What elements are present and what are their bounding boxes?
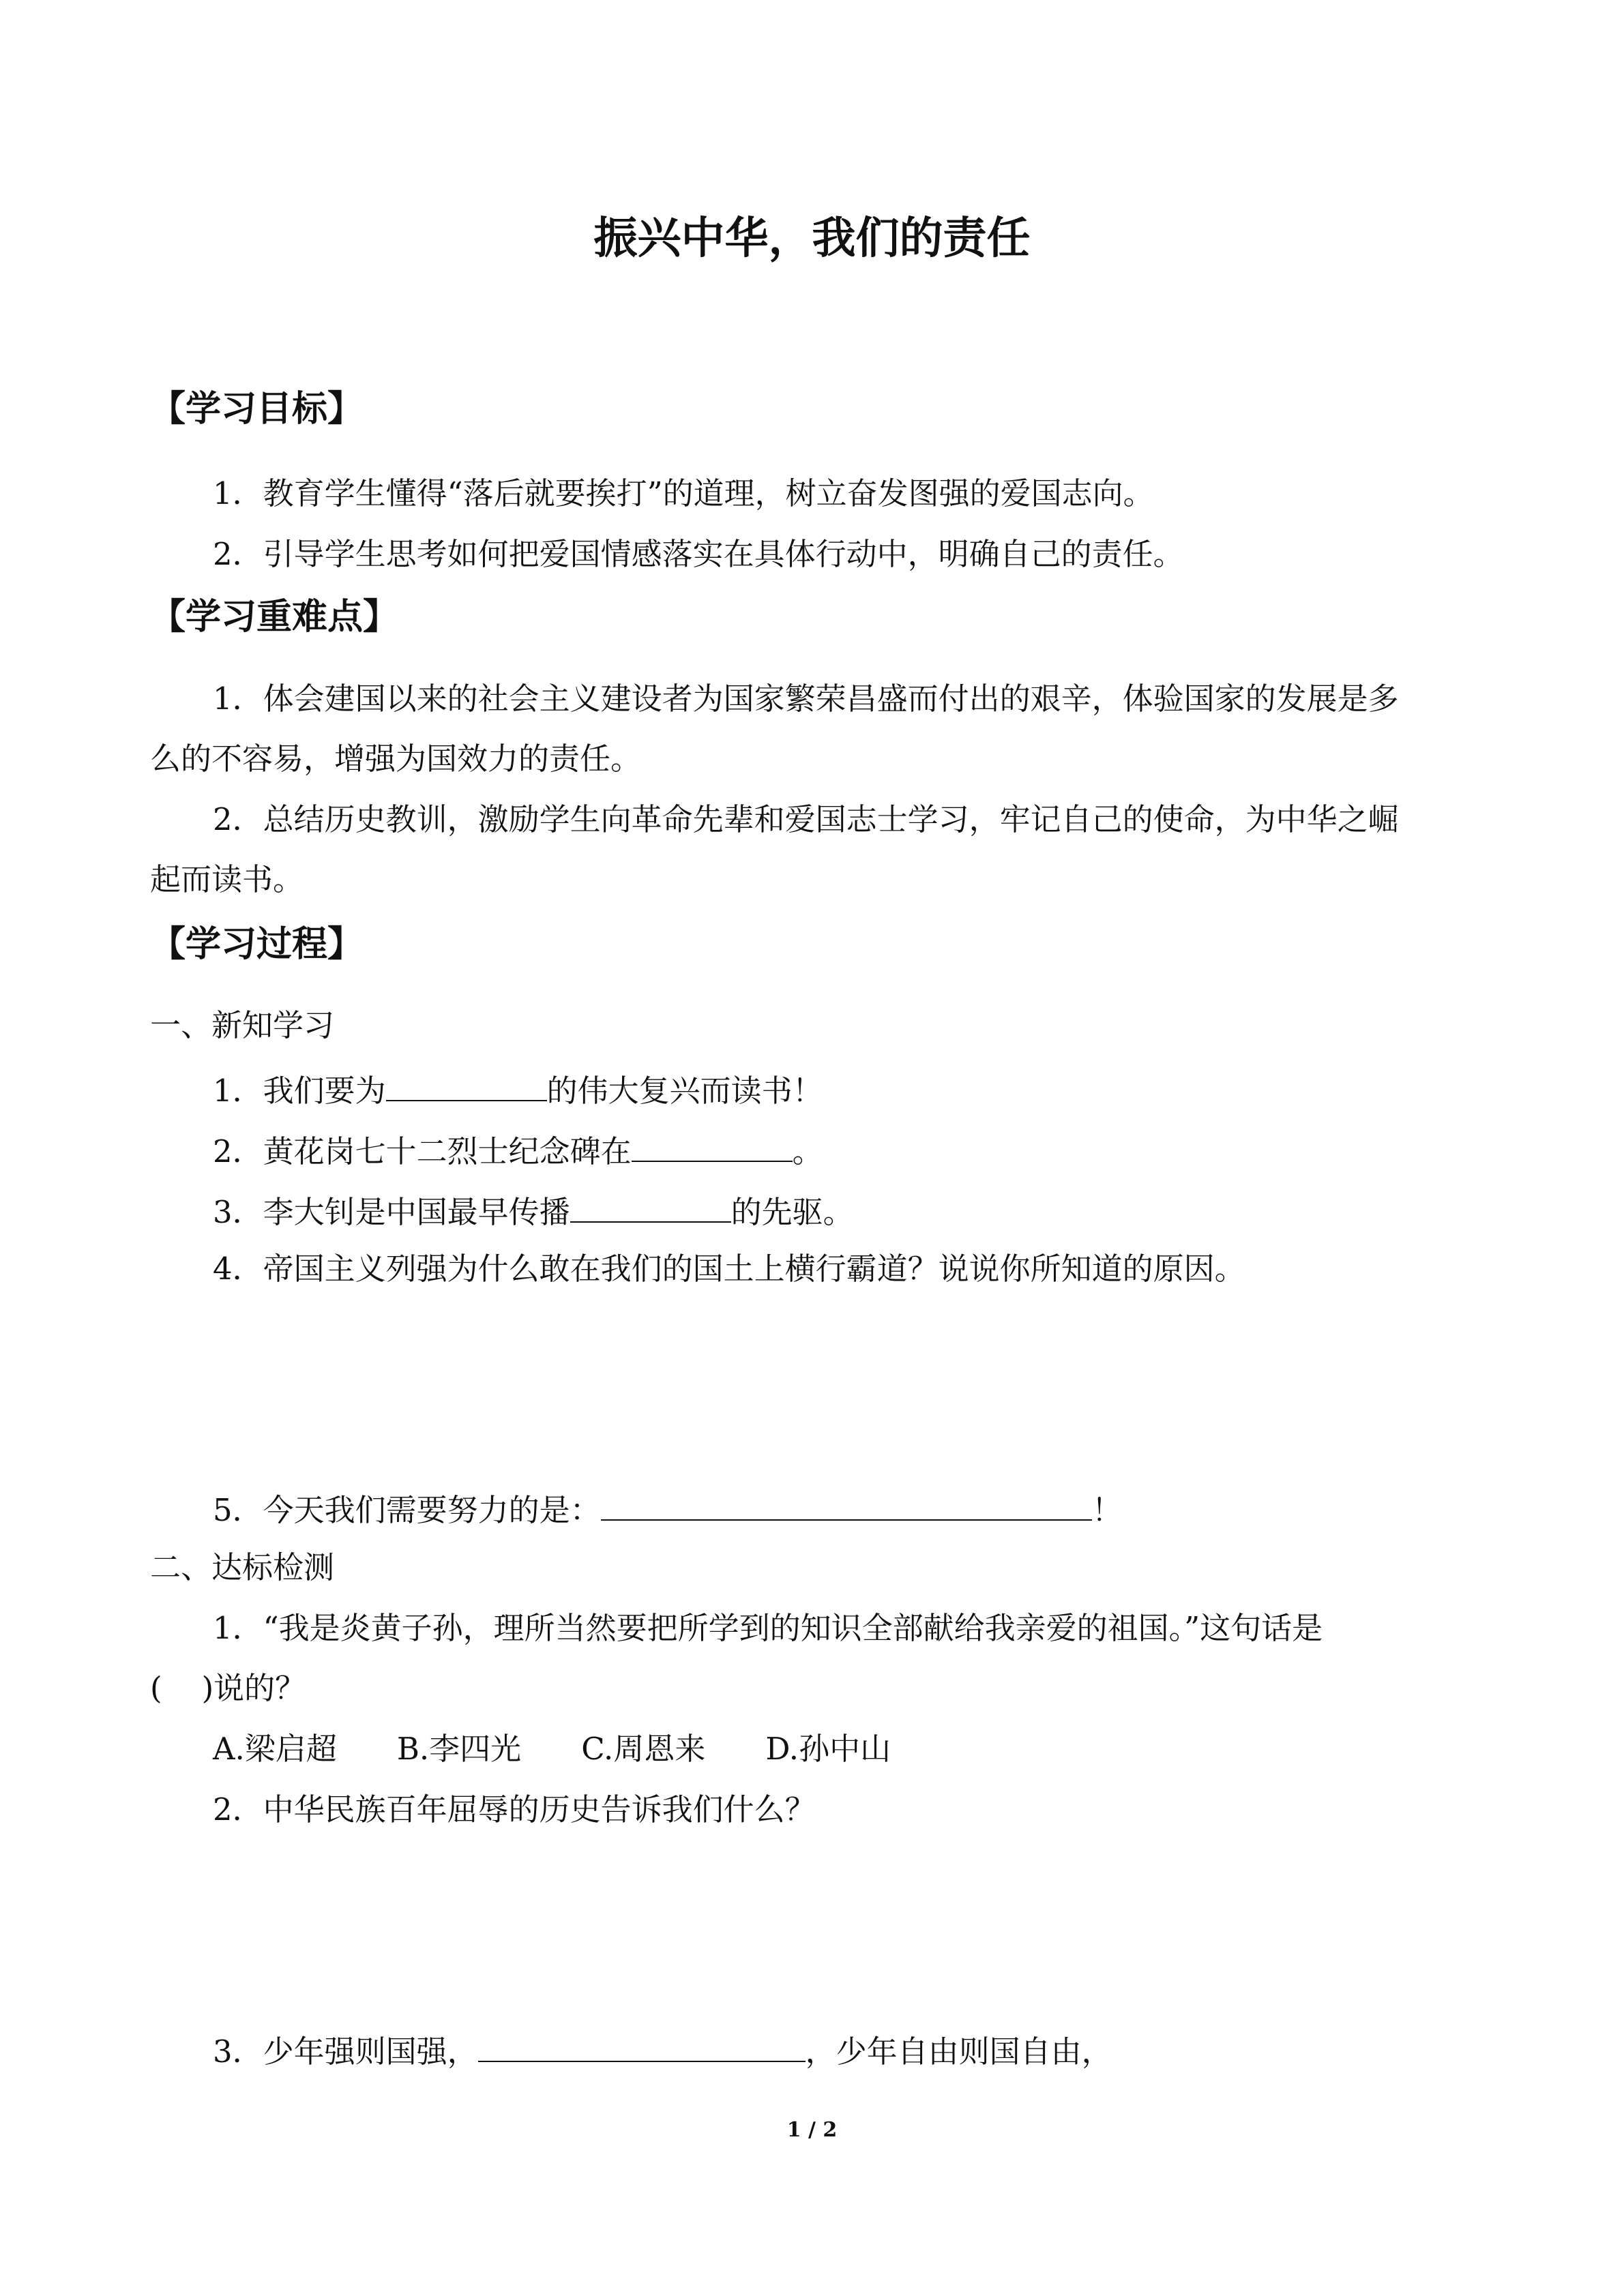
option-b[interactable]: B.李四光 <box>396 1731 522 1767</box>
goal-item-2: 2．引导学生思考如何把爱国情感落实在具体行动中，明确自己的责任。 <box>213 536 1184 572</box>
answer-blank[interactable] <box>478 2028 806 2062</box>
process-heading: 【学习过程】 <box>150 924 364 965</box>
question-text: 3．李大钊是中国最早传播 <box>213 1194 570 1230</box>
question-text: 2．黄花岗七十二烈士纪念碑在 <box>213 1133 632 1169</box>
goal-item-1: 1．教育学生懂得“落后就要挨打”的道理，树立奋发图强的爱国志向。 <box>213 475 1154 511</box>
test-question-2: 2．中华民族百年屈辱的历史告诉我们什么？ <box>213 1791 816 1828</box>
question-text: ，少年自由则国自由， <box>805 2033 1112 2070</box>
part2-label: 二、达标检测 <box>150 1549 335 1585</box>
key-points-heading: 【学习重难点】 <box>150 597 399 638</box>
key-point-2-line-1: 2．总结历史教训，激励学生向革命先辈和爱国志士学习，牢记自己的使命，为中华之崛 <box>213 801 1399 837</box>
fill-question-2 <box>213 1128 823 1172</box>
answer-blank[interactable] <box>386 1067 547 1101</box>
page-number: 1 / 2 <box>786 2118 838 2142</box>
key-point-1-line-2: 么的不容易，增强为国效力的责任。 <box>150 741 642 777</box>
goals-heading: 【学习目标】 <box>150 389 364 430</box>
open-question-4: 4．帝国主义列强为什么敢在我们的国土上横行霸道？说说你所知道的原因。 <box>213 1251 1245 1287</box>
fill-question-3 <box>213 1189 854 1233</box>
fill-question-5 <box>213 1487 1123 1531</box>
question-text: 。 <box>792 1133 823 1169</box>
page-title: 振兴中华，我们的责任 <box>593 213 1031 264</box>
question-text: ！ <box>1091 1492 1123 1528</box>
part1-label: 一、新知学习 <box>150 1007 335 1043</box>
question-text: 的先驱。 <box>730 1194 854 1230</box>
question-text: 的伟大复兴而读书！ <box>546 1073 823 1109</box>
key-point-2-line-2: 起而读书。 <box>150 861 304 897</box>
question-text: 3．少年强则国强， <box>213 2033 478 2070</box>
answer-blank[interactable] <box>632 1128 793 1162</box>
test-question-3 <box>213 2028 1112 2072</box>
test-question-1-options <box>213 1729 951 1770</box>
question-text: 5．今天我们需要努力的是： <box>213 1492 601 1528</box>
answer-paren-open: ( <box>150 1670 162 1706</box>
option-d[interactable]: D.孙中山 <box>765 1731 891 1767</box>
question-text: )说的？ <box>201 1670 306 1706</box>
option-a[interactable]: A.梁启超 <box>213 1731 337 1767</box>
option-c[interactable]: C.周恩来 <box>581 1731 706 1767</box>
key-point-1-line-1: 1．体会建国以来的社会主义建设者为国家繁荣昌盛而付出的艰辛，体验国家的发展是多 <box>213 681 1399 717</box>
test-question-1-line-2 <box>150 1668 306 1709</box>
question-text: 1．我们要为 <box>213 1073 386 1109</box>
test-question-1-line-1: 1．“我是炎黄子孙，理所当然要把所学到的知识全部献给我亲爱的祖国。”这句话是 <box>213 1610 1323 1646</box>
answer-blank[interactable] <box>601 1487 1092 1521</box>
fill-question-1 <box>213 1067 823 1112</box>
answer-blank[interactable] <box>570 1189 731 1223</box>
